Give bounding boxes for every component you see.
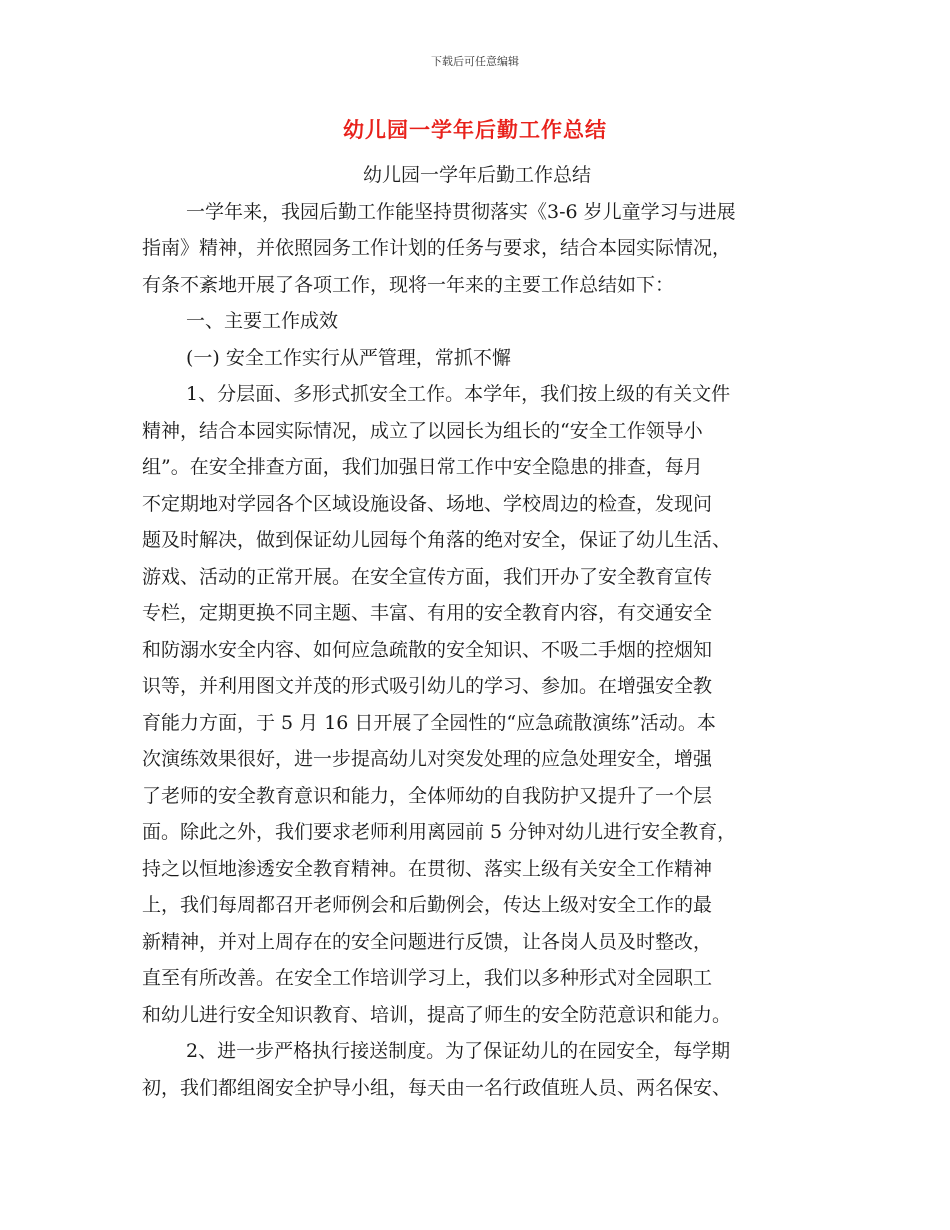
text-line: 1、分层面、多形式抓安全工作。本学年，我们按上级的有关文件 xyxy=(186,383,731,405)
paragraph-lines xyxy=(142,194,812,1107)
header-note: 下载后可任意编辑 xyxy=(431,55,519,68)
text-line: 题及时解决，做到保证幼儿园每个角落的绝对安全，保证了幼儿生活、 xyxy=(142,529,732,551)
text-line: 次演练效果很好，进一步提高幼儿对突发处理的应急处理安全，增强 xyxy=(142,748,713,770)
text-line: 组”。在安全排查方面，我们加强日常工作中安全隐患的排查，每月 xyxy=(142,456,703,478)
document-body xyxy=(142,157,812,1106)
text-line: 和防溺水安全内容、如何应急疏散的安全知识、不吸二手烟的控烟知 xyxy=(142,638,713,661)
text-line: 专栏，定期更换不同主题、丰富、有用的安全教育内容，有交通安全 xyxy=(142,602,713,624)
text-line: 持之以恒地渗透安全教育精神。在贯彻、落实上级有关安全工作精神 xyxy=(142,857,713,880)
text-line: 上，我们每周都召开老师例会和后勤例会，传达上级对安全工作的最 xyxy=(142,894,713,916)
text-line: 识等，并利用图文并茂的形式吸引幼儿的学习、参加。在增强安全教 xyxy=(142,675,713,697)
text-line: 新精神，并对上周存在的安全问题进行反馈，让各岗人员及时整改， xyxy=(142,930,713,953)
text-line: 一、主要工作成效 xyxy=(186,310,339,332)
text-line: 面。除此之外，我们要求老师利用离园前 5 分钟对幼儿进行安全教育， xyxy=(142,821,737,843)
text-line: 指南》精神，并依照园务工作计划的任务与要求，结合本园实际情况， xyxy=(142,237,732,259)
text-line: 和幼儿进行安全知识教育、培训，提高了师生的安全防范意识和能力。 xyxy=(142,1003,732,1026)
text-line: 2、进一步严格执行接送制度。为了保证幼儿的在园安全，每学期 xyxy=(186,1040,731,1062)
text-line: 直至有所改善。在安全工作培训学习上，我们以多种形式对全园职工 xyxy=(142,967,713,989)
document-title: 幼儿园一学年后勤工作总结 xyxy=(343,118,607,142)
text-line: 了老师的安全教育意识和能力，全体师幼的自我防护又提升了一个层 xyxy=(142,784,713,807)
document-subtitle: 幼儿园一学年后勤工作总结 xyxy=(362,164,591,186)
text-line: 初，我们都组阁安全护导小组，每天由一名行政值班人员、两名保安、 xyxy=(142,1076,732,1099)
text-line: 育能力方面，于 5 月 16 日开展了全园性的“应急疏散演练”活动。本 xyxy=(142,711,716,734)
text-line: 有条不紊地开展了各项工作，现将一年来的主要工作总结如下： xyxy=(142,273,675,296)
text-line: 一学年来，我园后勤工作能坚持贯彻落实《3-6 岁儿童学习与进展 xyxy=(186,200,736,223)
text-line: 不定期地对学园各个区域设施设备、场地、学校周边的检查，发现问 xyxy=(142,492,713,515)
text-line: 精神，结合本园实际情况，成立了以园长为组长的“安全工作领导小 xyxy=(142,419,703,442)
text-line: 游戏、活动的正常开展。在安全宣传方面，我们开办了安全教育宣传 xyxy=(142,565,713,588)
text-line: (一) 安全工作实行从严管理，常抓不懈 xyxy=(186,346,511,369)
